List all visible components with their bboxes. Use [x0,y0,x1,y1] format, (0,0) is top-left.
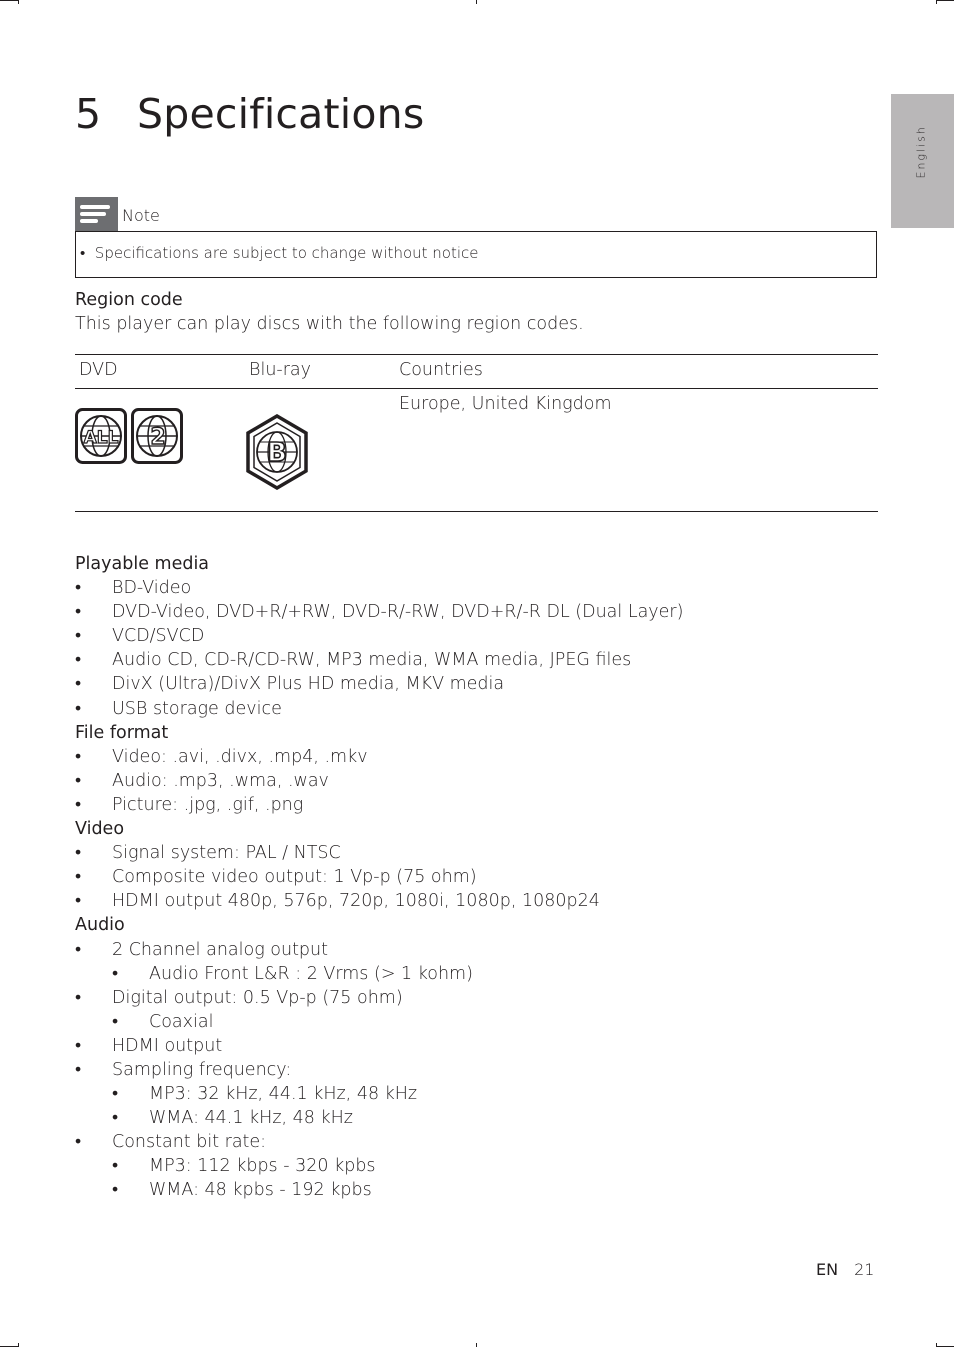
list-item-text: Audio Front L&R : 2 Vrms (> 1 kohm) [149,963,473,984]
table-rule-bottom [75,511,878,512]
region-code-intro: This player can play discs with the following region codes. [75,314,584,334]
bullet-marker: • [75,578,82,599]
dvd-region-2-label: 2 [150,425,166,450]
list-item-text: BD-Video [112,578,192,599]
chapter-name: Specifications [137,90,425,138]
list-item-text: Coaxial [149,1011,214,1032]
page-number: 21 [854,1260,875,1279]
list-item [75,841,875,865]
bullet-marker: • [75,674,82,695]
list-item [75,962,875,986]
list-item-text: WMA: 44.1 kHz, 48 kHz [149,1108,353,1129]
bullet-marker: • [112,963,119,984]
footer-language: EN [816,1260,839,1279]
list-item [75,793,875,817]
spec-list [75,552,875,1203]
bullet-marker: • [75,1035,82,1056]
table-header-countries: Countries [399,360,483,380]
list-item [75,1154,875,1178]
list-item-text: Audio CD, CD-R/CD-RW, MP3 media, WMA media, JPEG files [112,650,632,671]
list-item-text: HDMI output 480p, 576p, 720p, 1080i, 1080p, 1080p24 [112,891,600,912]
note-icon [75,197,118,231]
table-header-dvd: DVD [79,360,118,380]
table-rule-top [75,354,878,355]
list-item [75,1130,875,1154]
bullet-marker: • [75,939,82,960]
list-item [75,1178,875,1202]
bullet-marker: • [75,867,82,888]
list-item [75,986,875,1010]
dvd-region-logos [75,408,183,464]
list-item [75,1010,875,1034]
list-item-text: Constant bit rate: [112,1132,267,1153]
list-item-text: DivX (Ultra)/DivX Plus HD media, MKV media [112,674,505,695]
dvd-region-all-label: ALL [83,428,119,448]
crop-mark [936,0,954,1]
list-item-text: Digital output: 0.5 Vp-p (75 ohm) [112,987,403,1008]
bullet-marker: • [75,698,82,719]
chapter-title [75,90,424,138]
bluray-region-b-icon [245,414,309,490]
crop-mark [0,0,18,1]
crop-mark [476,0,477,4]
bullet-marker: • [75,770,82,791]
list-item-text: Video: .avi, .divx, .mp4, .mkv [112,746,368,767]
crop-mark [18,0,19,4]
bullet-marker: • [75,626,82,647]
bullet-marker: • [75,891,82,912]
list-item [75,697,875,721]
list-item [75,648,875,672]
table-rule-header [75,388,878,389]
bullet-marker: • [75,1132,82,1153]
list-item [75,1082,875,1106]
list-item-text: MP3: 32 kHz, 44.1 kHz, 48 kHz [149,1084,418,1105]
bullet-marker: • [112,1156,119,1177]
list-item [75,600,875,624]
dvd-region-2-icon [131,408,183,464]
list-item-text: Picture: .jpg, .gif, .png [112,794,304,815]
bullet-marker: • [112,1108,119,1129]
list-item [75,889,875,913]
crop-mark [476,1343,477,1347]
bullet-marker: • [75,987,82,1008]
list-item-text: Sampling frequency: [112,1059,292,1080]
chapter-number: 5 [75,90,102,138]
region-countries: Europe, United Kingdom [399,394,612,414]
crop-mark [18,1343,19,1347]
list-item-text: VCD/SVCD [112,626,205,647]
list-item-text: DVD-Video, DVD+R/+RW, DVD-R/-RW, DVD+R/-R DL (Dual Layer) [112,602,684,623]
region-code-title: Region code [75,290,183,310]
bullet-marker: • [75,602,82,623]
list-item [75,865,875,889]
bullet-marker: • [112,1180,119,1201]
bullet-marker: • [112,1084,119,1105]
bullet-marker: • [75,1059,82,1080]
note-header [75,197,160,231]
bullet-marker: • [75,794,82,815]
list-item [75,624,875,648]
note-box [75,231,877,278]
list-item [75,576,875,600]
list-item-text: MP3: 112 kbps - 320 kpbs [149,1156,376,1177]
bluray-region-label: B [267,438,287,468]
list-item [75,1106,875,1130]
spec-heading: Playable media [75,554,210,574]
dvd-region-all-icon [75,408,127,464]
list-item [75,745,875,769]
spec-heading: Audio [75,915,125,936]
page-footer [816,1260,874,1279]
list-item-text: HDMI output [112,1035,223,1056]
list-item [75,769,875,793]
list-item [75,1058,875,1082]
list-item-text: WMA: 48 kpbs - 192 kpbs [149,1180,372,1201]
bullet-marker: • [75,746,82,767]
bullet-marker: • [112,1011,119,1032]
list-item [75,938,875,962]
list-item [75,672,875,696]
list-item-text: 2 Channel analog output [112,939,328,960]
list-item-text: Signal system: PAL / NTSC [112,843,341,864]
spec-heading: Video [75,819,125,840]
crop-mark [936,0,937,4]
bullet-marker: • [75,650,82,671]
list-item-text: Composite video output: 1 Vp-p (75 ohm) [112,867,477,888]
bullet-marker: • [75,843,82,864]
language-tab-label: English [914,125,928,179]
note-label: Note [122,206,160,225]
note-item: • Specifications are subject to change without notice [80,244,479,262]
list-item-text: Audio: .mp3, .wma, .wav [112,770,329,791]
table-header-bluray: Blu-ray [249,360,312,380]
language-tab [891,94,954,228]
list-item [75,1034,875,1058]
list-item-text: USB storage device [112,698,282,719]
spec-heading: File format [75,722,169,743]
crop-mark [936,1343,937,1347]
